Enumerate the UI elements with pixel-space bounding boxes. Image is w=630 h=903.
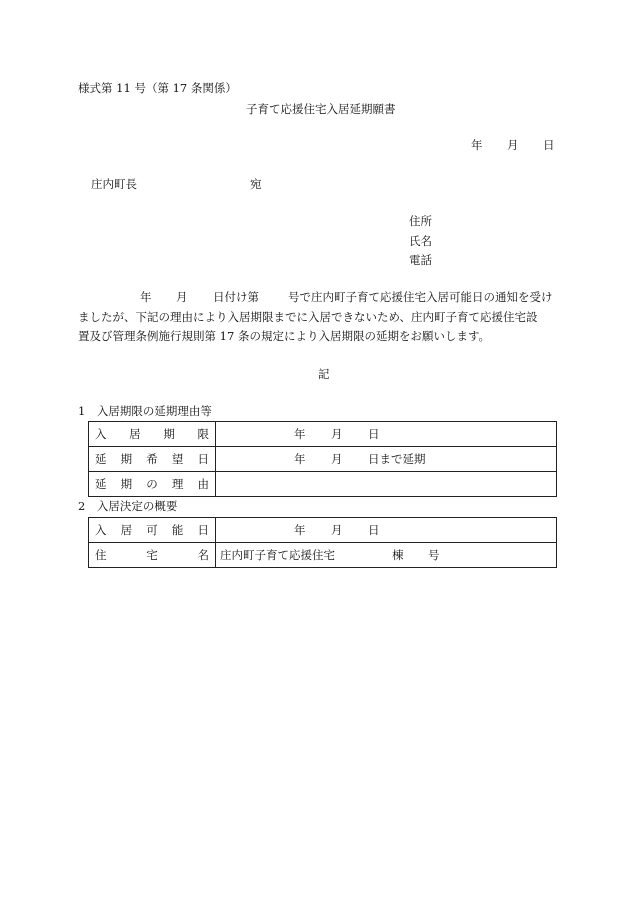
table-row (89, 518, 557, 543)
row-label-reason (89, 472, 216, 497)
ki-mark: 記 (318, 367, 330, 381)
reason-field[interactable] (216, 472, 557, 497)
housing-name-field[interactable] (216, 543, 557, 568)
document-title: 子育て応援住宅入居延期願書 (246, 102, 396, 116)
addressee-name: 庄内町長 (91, 177, 137, 191)
body-line-2: ましたが、下記の理由により入居期限までに入居できないため、庄内町子育て応援住宅設 (78, 309, 538, 324)
label-char: 理 (171, 477, 184, 491)
row-label-available-date (89, 518, 216, 543)
field-month: 月 (331, 523, 343, 537)
section1-heading: 1 入居期限の延期理由等 (78, 404, 212, 418)
date-year: 年 (471, 138, 483, 152)
row-label-desired-date (89, 447, 216, 472)
section2-table (88, 517, 557, 568)
label-char: 日 (197, 523, 209, 537)
table-row (89, 447, 557, 472)
request-body (78, 288, 568, 347)
label-char: 由 (197, 477, 209, 491)
section2-heading: 2 入居決定の概要 (78, 499, 178, 513)
body-line-3: 置及び管理条例施行規則第 17 条の規定により入居期限の延期をお願いします。 (78, 329, 491, 343)
label-char: 名 (197, 548, 209, 562)
desired-date-field[interactable] (216, 447, 557, 472)
label-char: 居 (120, 523, 133, 537)
label-char: 可 (146, 523, 158, 537)
label-char: 期 (120, 477, 133, 491)
label-char: 延 (95, 477, 107, 491)
label-char: 日 (197, 452, 209, 466)
date-month: 月 (507, 138, 519, 152)
housing-name: 庄内町子育て応援住宅 (220, 548, 335, 562)
field-day: 日 (368, 427, 380, 441)
label-char: 望 (171, 452, 184, 466)
table-row (89, 543, 557, 568)
field-day: 日 (368, 523, 380, 537)
field-year: 年 (294, 452, 306, 466)
field-year: 年 (294, 523, 306, 537)
body-month: 月 (176, 290, 188, 304)
field-year: 年 (294, 427, 306, 441)
date-day: 日 (543, 138, 555, 152)
label-char: 希 (146, 452, 158, 466)
label-char: 能 (171, 523, 184, 537)
phone-label: 電話 (409, 253, 432, 267)
table-row (89, 422, 557, 447)
unit-label: 号 (428, 548, 440, 562)
body-line-1 (78, 288, 568, 308)
name-label: 氏名 (409, 234, 432, 248)
body-dated: 日付け第 (213, 290, 259, 304)
label-char: 住 (95, 548, 107, 562)
label-char: 期 (163, 427, 175, 441)
label-char: 居 (129, 427, 141, 441)
label-char: 限 (197, 427, 209, 441)
row-label-deadline (89, 422, 216, 447)
address-label: 住所 (409, 214, 432, 228)
form-number: 様式第 11 号（第 17 条関係） (78, 81, 237, 95)
building-label: 棟 (392, 548, 404, 562)
field-day-until: 日まで延期 (368, 452, 426, 466)
body-year: 年 (140, 290, 152, 304)
body-number: 号で庄内町子育て応援住宅入居可能日の通知を受け (288, 290, 553, 304)
label-char: 延 (95, 452, 107, 466)
available-date-field[interactable] (216, 518, 557, 543)
field-month: 月 (331, 427, 343, 441)
label-char: 入 (95, 427, 107, 441)
deadline-date-field[interactable] (216, 422, 557, 447)
addressee-suffix: 宛 (250, 177, 262, 191)
row-label-housing-name (89, 543, 216, 568)
label-char: の (146, 477, 158, 491)
label-char: 入 (95, 523, 107, 537)
section1-table (88, 421, 557, 497)
field-month: 月 (331, 452, 343, 466)
table-row (89, 472, 557, 497)
label-char: 宅 (146, 548, 158, 562)
label-char: 期 (120, 452, 133, 466)
